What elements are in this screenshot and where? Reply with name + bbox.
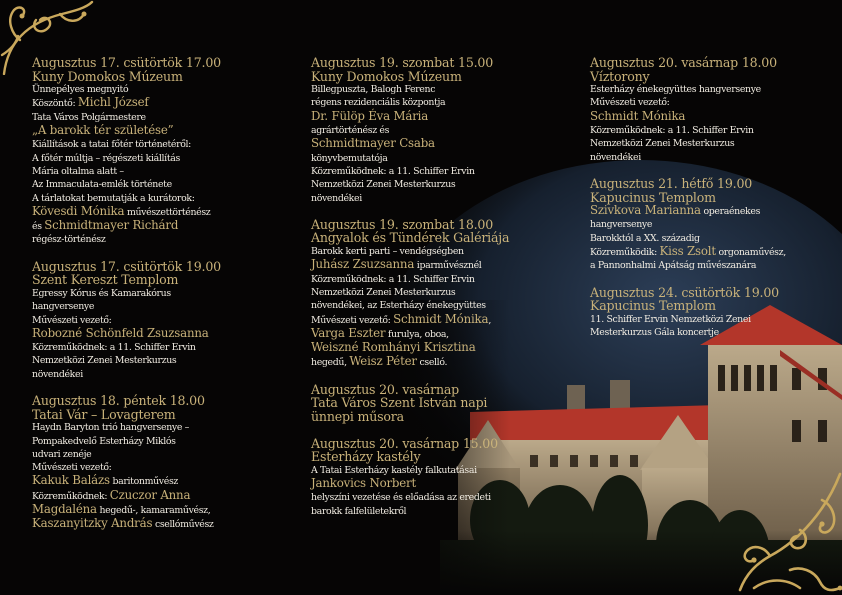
highlight-text: Augusztus 20. vasárnap 15.00 [311, 435, 498, 451]
event-text-line [32, 287, 292, 300]
plain-text: Barokk kerti parti – vendégségben [311, 246, 464, 258]
event-heading [311, 231, 571, 245]
program-event [32, 56, 292, 247]
plain-text: Nemzetközi Zenei Mesterkurzus [311, 286, 456, 298]
program-event [32, 394, 292, 532]
event-heading [32, 260, 292, 274]
plain-text: Művészeti vezető: [311, 314, 394, 326]
plain-text: Közreműködnek: a 11. Schiffer Ervin [311, 165, 475, 177]
event-text-line [311, 286, 571, 299]
plain-text: Esterházy énekegyüttes hangversenye [590, 84, 761, 96]
program-event [311, 437, 571, 518]
event-text-line [311, 299, 571, 312]
event-text-line [311, 355, 571, 369]
plain-text: hangversenye [590, 219, 653, 231]
event-text-line [32, 96, 292, 110]
highlight-text: Augusztus 19. szombat 15.00 [311, 55, 494, 70]
plain-text: Közreműködnek: [32, 490, 110, 502]
plain-text: Pompakedvelő Esterházy Miklós [32, 435, 176, 447]
highlight-text: Szent Kereszt Templom [32, 272, 179, 288]
event-heading [590, 299, 842, 313]
plain-text: növendékei [32, 368, 83, 380]
event-heading [311, 218, 571, 232]
highlight-text: Kapucinus Templom [590, 298, 716, 314]
plain-text: hegedű-, kamaraművész, [96, 504, 211, 516]
event-text-line [311, 491, 571, 504]
program-column-3 [590, 56, 842, 352]
event-text-line [590, 151, 842, 164]
plain-text: Haydn Baryton trió hangversenye – [32, 422, 189, 434]
event-heading [590, 70, 842, 84]
event-text-line [311, 124, 571, 137]
highlight-text: Varga Eszter [311, 325, 386, 340]
plain-text: növendékei [590, 151, 641, 163]
event-text-line [311, 96, 571, 109]
event-text-line [311, 83, 571, 96]
highlight-text: Czuczor Anna [109, 487, 191, 502]
event-heading [590, 286, 842, 300]
highlight-text: Kaszanyitzky András [32, 516, 153, 531]
event-heading [32, 394, 292, 408]
plain-text: hangversenye [32, 301, 95, 313]
highlight-text: Kuny Domokos Múzeum [32, 68, 183, 84]
event-text-line [590, 137, 842, 150]
plain-text: helyszíni vezetése és előadása az eredeti [311, 492, 491, 504]
plain-text: növendékei [311, 192, 362, 204]
plain-text: Művészeti vezető: [32, 314, 112, 326]
event-heading [311, 56, 571, 70]
event-text-line [32, 435, 292, 448]
plain-text: iparművésznél [414, 260, 482, 272]
plain-text: művészettörténész [124, 206, 211, 218]
event-heading [32, 56, 292, 70]
highlight-text: Weiszné Romhányi Krisztina [311, 340, 476, 355]
event-heading [590, 56, 842, 70]
plain-text: Művészeti vezető: [590, 97, 670, 109]
program-event [32, 260, 292, 381]
event-text-line [32, 152, 292, 165]
plain-text: Ünnepélyes megnyitó [32, 84, 129, 96]
plain-text: Barokktól a XX. századig [590, 232, 700, 244]
event-text-line [32, 83, 292, 96]
event-text-line [311, 505, 571, 518]
program-event [311, 218, 571, 370]
highlight-text: Robozné Schönfeld Zsuzsanna [32, 325, 209, 340]
plain-text: Közreműködnek: a 11. Schiffer Ervin [32, 342, 196, 354]
gold-flourish-bottom-right-icon [730, 470, 842, 595]
event-heading [32, 408, 292, 422]
plain-text: , [488, 314, 491, 326]
event-text-line [32, 341, 292, 354]
event-text-line [311, 477, 571, 491]
highlight-text: Schmidtmayer Richárd [44, 218, 179, 233]
plain-text: régész-történész [32, 234, 106, 246]
event-text-line [590, 245, 842, 259]
program-column-1 [32, 56, 292, 545]
plain-text: Nemzetközi Zenei Mesterkurzus [32, 355, 177, 367]
plain-text: növendékei, az Esterházy énekegyüttes [311, 300, 486, 312]
plain-text: furulya, oboa, [385, 328, 449, 340]
event-text-line [32, 517, 292, 531]
event-text-line [32, 489, 292, 503]
plain-text: csellóművész [152, 519, 214, 531]
event-text-line [311, 137, 571, 151]
highlight-text: Augusztus 21. hétfő 19.00 [590, 175, 753, 191]
highlight-text: Augusztus 19. szombat 18.00 [311, 216, 494, 232]
event-text-line [590, 259, 842, 272]
event-heading [311, 437, 571, 451]
plain-text: régens rezidenciális központja [311, 97, 446, 109]
event-text-line [32, 111, 292, 124]
highlight-text: Dr. Fülöp Éva Mária [311, 108, 429, 123]
plain-text: orgonaművész, [715, 247, 786, 259]
event-text-line [32, 165, 292, 178]
event-text-line [32, 178, 292, 191]
plain-text: A Tatai Esterházy kastély falkutatásai [311, 464, 477, 476]
event-text-line [590, 110, 842, 124]
plain-text: Mária oltalma alatt – [32, 165, 124, 177]
plain-text: 11. Schiffer Ervin Nemzetközi Zenei [590, 313, 751, 325]
plain-text: Nemzetközi Zenei Mesterkurzus [590, 138, 735, 150]
plain-text: Köszöntő: [32, 98, 78, 110]
highlight-text: Augusztus 24. csütörtök 19.00 [590, 284, 779, 300]
event-heading [311, 383, 571, 397]
highlight-text: Schmidt Mónika [590, 108, 686, 123]
event-text-line [32, 503, 292, 517]
plain-text: Közreműködnek: a 11. Schiffer Ervin [311, 273, 475, 285]
event-text-line [590, 232, 842, 245]
highlight-text: Jankovics Norbert [311, 475, 417, 490]
event-text-line [32, 192, 292, 205]
plain-text: operaénekes [700, 206, 761, 218]
event-text-line [32, 474, 292, 488]
highlight-text: Augusztus 17. csütörtök 17.00 [32, 55, 221, 70]
event-text-line [311, 327, 571, 341]
highlight-text: Kakuk Balázs [32, 473, 110, 488]
event-text-line [311, 165, 571, 178]
highlight-text: Augusztus 18. péntek 18.00 [32, 393, 205, 409]
event-text-line [311, 245, 571, 258]
event-heading [32, 273, 292, 287]
event-text-line [311, 341, 571, 355]
highlight-text: Esterházy kastély [311, 449, 421, 465]
event-heading [311, 450, 571, 464]
highlight-text: Augusztus 20. vasárnap [311, 381, 460, 397]
highlight-text: Kuny Domokos Múzeum [311, 68, 462, 84]
event-text-line [32, 314, 292, 327]
highlight-text: Weisz Péter [349, 354, 417, 369]
plain-text: Közreműködnek: a 11. Schiffer Ervin [590, 125, 754, 137]
highlight-text: Augusztus 20. vasárnap 18.00 [590, 55, 777, 70]
plain-text: agrártörténész és [311, 125, 390, 137]
highlight-text: Schmidt Mónika [393, 311, 489, 326]
highlight-text: Juhász Zsuzsanna [311, 257, 415, 272]
highlight-text: Szivkova Marianna [590, 203, 701, 218]
highlight-text: Tatai Vár – Lovagterem [32, 406, 176, 422]
plain-text: baritonművész [109, 476, 178, 488]
event-heading [590, 191, 842, 205]
event-text-line [32, 219, 292, 233]
program-column-2 [311, 56, 571, 531]
event-text-line [32, 327, 292, 341]
plain-text: Az Immaculata-emlék története [32, 179, 172, 191]
highlight-text: Kapucinus Templom [590, 189, 716, 205]
event-text-line [590, 124, 842, 137]
event-text-line [32, 124, 292, 138]
event-text-line [590, 313, 842, 326]
program-event [590, 286, 842, 340]
event-text-line [311, 178, 571, 191]
event-text-line [32, 300, 292, 313]
plain-text: A főtér múltja – régészeti kiállítás [32, 152, 180, 164]
highlight-text: Augusztus 17. csütörtök 19.00 [32, 258, 221, 274]
plain-text: Nemzetközi Zenei Mesterkurzus [311, 179, 456, 191]
plain-text: Művészeti vezető: [32, 462, 112, 474]
highlight-text: Michl József [77, 95, 149, 110]
plain-text: Tata Város Polgármestere [32, 111, 146, 123]
plain-text: A tárlatokat bemutatják a kurátorok: [32, 192, 195, 204]
event-text-line [32, 368, 292, 381]
highlight-text: Tata Város Szent István napi [311, 395, 488, 411]
event-heading [311, 70, 571, 84]
plain-text: Kiállítások a tatai főtér történetéről: [32, 139, 191, 151]
plain-text: Mesterkurzus Gála koncertje [590, 327, 719, 339]
plain-text: Egressy Kórus és Kamarakórus [32, 287, 171, 299]
plain-text: és [32, 221, 45, 233]
event-text-line [311, 273, 571, 286]
plain-text: cselló. [416, 357, 448, 369]
highlight-text: Kiss Zsolt [659, 244, 716, 259]
event-text-line [590, 218, 842, 231]
event-text-line [32, 461, 292, 474]
event-heading [311, 396, 571, 410]
highlight-text: Kövesdi Mónika [32, 203, 125, 218]
event-text-line [590, 96, 842, 109]
event-text-line [32, 448, 292, 461]
plain-text: hegedű, [311, 357, 350, 369]
program-event [311, 383, 571, 424]
event-text-line [311, 464, 571, 477]
event-text-line [590, 326, 842, 339]
highlight-text: ünnepi műsora [311, 408, 404, 424]
plain-text: barokk falfelületekről [311, 505, 407, 517]
event-text-line [32, 421, 292, 434]
highlight-text: „A barokk tér születése” [32, 123, 174, 138]
event-heading [311, 410, 571, 424]
event-heading [32, 70, 292, 84]
event-text-line [32, 138, 292, 151]
program-event [590, 177, 842, 273]
event-text-line [311, 192, 571, 205]
event-text-line [32, 233, 292, 246]
event-text-line [32, 354, 292, 367]
highlight-text: Magdaléna [32, 501, 97, 516]
plain-text: Közreműködik: [590, 247, 660, 259]
program-event [311, 56, 571, 205]
event-text-line [311, 152, 571, 165]
plain-text: a Pannonhalmi Apátság művészanára [590, 260, 757, 272]
event-text-line [32, 205, 292, 219]
event-text-line [590, 204, 842, 218]
plain-text: udvari zenéje [32, 448, 92, 460]
plain-text: Billegpuszta, Balogh Ferenc [311, 84, 436, 96]
event-text-line [311, 313, 571, 327]
highlight-text: Angyalok és Tündérek Galériája [311, 230, 510, 246]
event-text-line [311, 258, 571, 272]
plain-text: könyvbemutatója [311, 152, 388, 164]
event-text-line [590, 83, 842, 96]
program-event [590, 56, 842, 164]
event-text-line [311, 110, 571, 124]
highlight-text: Víztorony [590, 68, 650, 84]
event-heading [590, 177, 842, 191]
highlight-text: Schmidtmayer Csaba [311, 136, 435, 151]
